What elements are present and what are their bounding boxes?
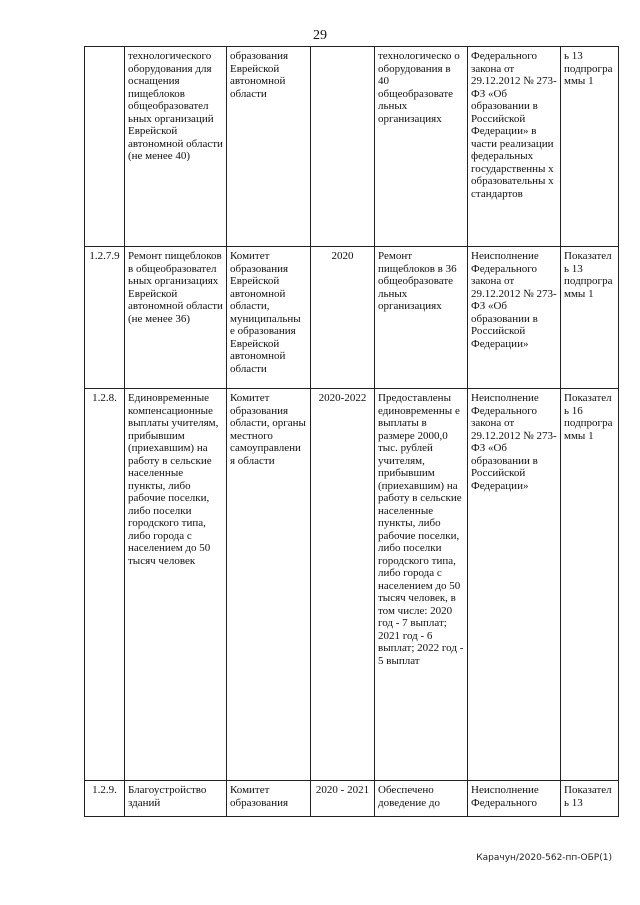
- measure-name-cell: Единовременные компенсационные выплаты учителям, прибывшим (приехавшим) на работу в сельские населенные пункты, либо рабочие поселки, либо поселки городского типа, либо города с населением до 50 тысяч человек: [125, 389, 227, 781]
- table-row: [85, 781, 619, 817]
- table-row: [85, 389, 619, 781]
- page-number: 29: [313, 28, 327, 43]
- measure-name-cell: технологического оборудования для оснащения пищеблоков общеобразовател ьных организаций Еврейской автономной области (не менее 40): [125, 47, 227, 247]
- measure-number-cell: [85, 47, 125, 247]
- indicator-cell: Показател ь 16 подпрогра ммы 1: [561, 389, 619, 781]
- period-cell: [311, 47, 375, 247]
- measures-table: [84, 46, 619, 817]
- result-cell: Ремонт пищеблоков в 36 общеобразовате льных организациях: [375, 247, 468, 389]
- measure-name-cell: Благоустройство зданий: [125, 781, 227, 817]
- consequence-cell: Неисполнение Федерального закона от 29.12.2012 № 273-ФЗ «Об образовании в Российской Федерации»: [468, 247, 561, 389]
- measure-number-cell: 1.2.9.: [85, 781, 125, 817]
- consequence-cell: Федерального закона от 29.12.2012 № 273-ФЗ «Об образовании в Российской Федерации» в части реализации федеральных государственны х образовательны х стандартов: [468, 47, 561, 247]
- indicator-cell: ь 13 подпрогра ммы 1: [561, 47, 619, 247]
- measure-number-cell: 1.2.8.: [85, 389, 125, 781]
- executor-cell: Комитет образования: [227, 781, 311, 817]
- footer-stamp: Карачун/2020-562-пп-ОБР(1): [476, 853, 612, 863]
- result-cell: технологическо о оборудования в 40 общеобразовате льных организациях: [375, 47, 468, 247]
- executor-cell: образования Еврейской автономной области: [227, 47, 311, 247]
- consequence-cell: Неисполнение Федерального: [468, 781, 561, 817]
- indicator-cell: Показател ь 13 подпрогра ммы 1: [561, 247, 619, 389]
- executor-cell: Комитет образования Еврейской автономной области, муниципальны е образования Еврейской автономной области: [227, 247, 311, 389]
- consequence-cell: Неисполнение Федерального закона от 29.12.2012 № 273-ФЗ «Об образовании в Российской Федерации»: [468, 389, 561, 781]
- measure-number-cell: 1.2.7.9: [85, 247, 125, 389]
- result-cell: Предоставлены единовременны е выплаты в размере 2000,0 тыс. рублей учителям, прибывшим (приехавшим) на работу в сельские населенные пункты, либо рабочие поселки, либо поселки городского типа, либо города с населением до 50 тысяч человек, в том числе: 2020 год - 7 выплат; 2021 год - 6 выплат; 2022 год - 5 выплат: [375, 389, 468, 781]
- period-cell: 2020-2022: [311, 389, 375, 781]
- executor-cell: Комитет образования области, органы местного самоуправлени я области: [227, 389, 311, 781]
- measure-name-cell: Ремонт пищеблоков в общеобразовател ьных организациях Еврейской автономной области (не менее 36): [125, 247, 227, 389]
- table-row: [85, 247, 619, 389]
- result-cell: Обеспечено доведение до: [375, 781, 468, 817]
- period-cell: 2020 - 2021: [311, 781, 375, 817]
- table-row: [85, 47, 619, 247]
- indicator-cell: Показател ь 13: [561, 781, 619, 817]
- period-cell: 2020: [311, 247, 375, 389]
